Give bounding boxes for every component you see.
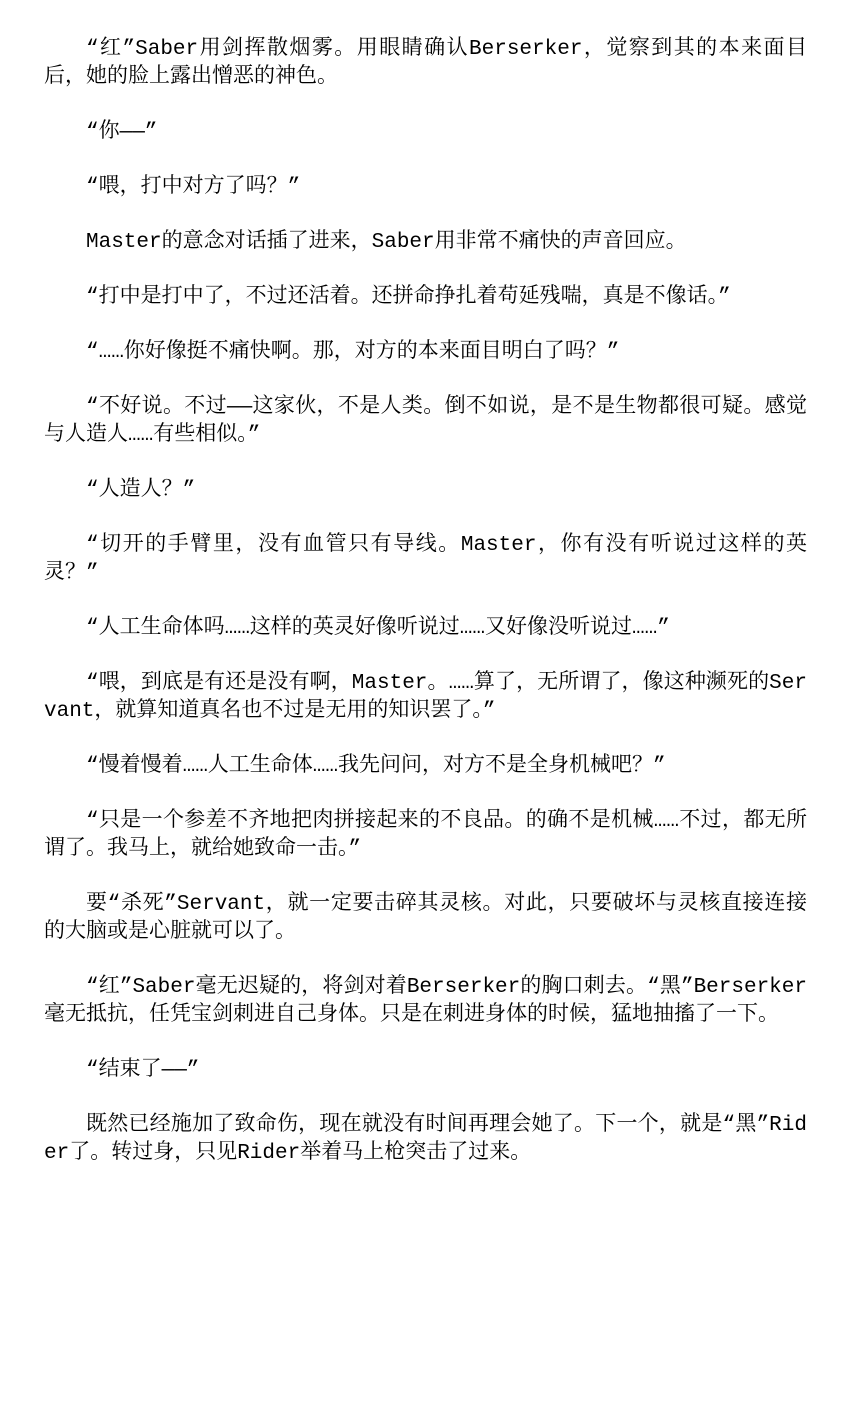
paragraph: “打中是打中了，不过还活着。还拼命挣扎着苟延残喘，真是不像话。” xyxy=(86,286,731,309)
paragraph: “人工生命体吗……这样的英灵好像听说过……又好像没听说过……” xyxy=(86,617,670,640)
paragraph: “喂，打中对方了吗？” xyxy=(86,176,301,199)
paragraph: 既然已经施加了致命伤，现在就没有时间再理会她了。下一个，就是“黑”Rider了。转过身，只见Rider举着马上枪突击了过来。 xyxy=(44,1114,807,1165)
paragraph: “人造人？” xyxy=(86,479,196,502)
paragraph: “只是一个参差不齐地把肉拼接起来的不良品。的确不是机械……不过，都无所谓了。我马上，就给她致命一击。” xyxy=(44,810,807,861)
paragraph: “红”Saber毫无迟疑的，将剑对着Berserker的胸口刺去。“黑”Berserker毫无抵抗，任凭宝剑刺进自己身体。只是在刺进身体的时候，猛地抽搐了一下。 xyxy=(44,976,807,1027)
paragraph: “喂，到底是有还是没有啊，Master。……算了，无所谓了，像这种濒死的Servant，就算知道真名也不过是无用的知识罢了。” xyxy=(44,672,807,723)
paragraph: “慢着慢着……人工生命体……我先问问，对方不是全身机械吧？” xyxy=(86,755,666,778)
paragraph: “结束了——” xyxy=(86,1059,200,1082)
paragraph: “红”Saber用剑挥散烟雾。用眼睛确认Berserker，觉察到其的本来面目后，她的脸上露出憎恶的神色。 xyxy=(44,38,807,89)
paragraph: “切开的手臂里，没有血管只有导线。Master，你有没有听说过这样的英灵？” xyxy=(44,534,807,585)
paragraph: “不好说。不过——这家伙，不是人类。倒不如说，是不是生物都很可疑。感觉与人造人……有些相似。” xyxy=(44,396,807,447)
paragraph: “你——” xyxy=(86,121,158,144)
paragraph: “……你好像挺不痛快啊。那，对方的本来面目明白了吗？” xyxy=(86,341,620,364)
paragraph: 要“杀死”Servant，就一定要击碎其灵核。对此，只要破坏与灵核直接连接的大脑或是心脏就可以了。 xyxy=(44,893,807,944)
paragraph: Master的意念对话插了进来，Saber用非常不痛快的声音回应。 xyxy=(86,231,687,254)
